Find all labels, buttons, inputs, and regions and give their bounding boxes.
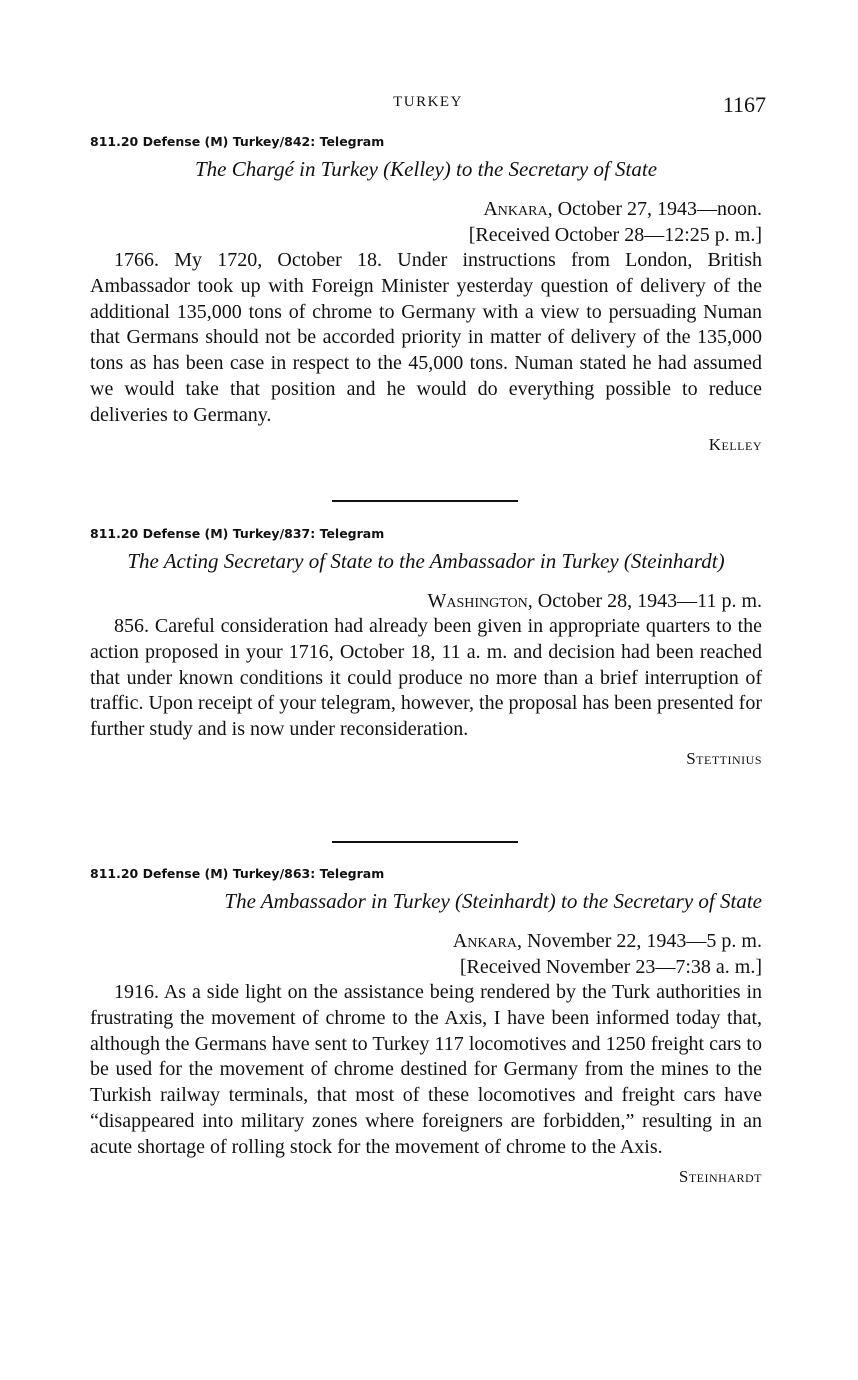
running-head-title: TURKEY xyxy=(393,94,463,110)
running-head xyxy=(90,92,766,122)
dateline xyxy=(90,588,762,614)
telegram-body: 856. Careful consideration had already been given in appropriate quarters to the action proposed in your 1716, October 18, 11 a. m. and decision had been reached that under known conditions it could produce no more than a brief interruption of traffic. Upon receipt of your telegram, however, the proposal has been presented for further study and is now under reconsideration. xyxy=(90,615,762,741)
file-reference: 811.20 Defense (M) Turkey/863: Telegram xyxy=(90,866,385,881)
dateline-date: , November 22, 1943—5 p. m. xyxy=(517,930,762,952)
received-line: [Received October 28—12:25 p. m.] xyxy=(468,224,762,246)
telegram-body: 1916. As a side light on the assistance being rendered by the Turk authorities in frustrating the movement of chrome to the Axis, I have been informed today that, although the Germans have sent to Turkey 117 locomotives and 1250 freight cars to be used for the movement of chrome destined for Germany from the mines to the Turkish railway terminals, that most of these locomotives and freight cars have “disappeared into military zones where foreigners are forbidden,” resulting in an acute shortage of rolling stock for the movement of chrome to the Axis. xyxy=(90,981,762,1158)
telegram-body: 1766. My 1720, October 18. Under instructions from London, British Ambassador took up with Foreign Minister yesterday question of delivery of the additional 135,000 tons of chrome to Germany with a view to persuading Numan that Germans should not be accorded priority in matter of delivery of the 135,000 tons as has been case in respect to the 45,000 tons. Numan stated he had assumed we would take that position and he would do everything possible to reduce deliveries to Germany. xyxy=(90,249,762,426)
dateline-place: Washington xyxy=(427,590,528,612)
document-heading: The Acting Secretary of State to the Ambassador in Turkey (Steinhardt) xyxy=(127,549,725,573)
file-reference: 811.20 Defense (M) Turkey/842: Telegram xyxy=(90,134,385,149)
telegram-document xyxy=(90,524,762,771)
section-divider xyxy=(332,841,518,843)
signature: Steinhardt xyxy=(678,1166,762,1186)
dateline xyxy=(90,928,762,954)
document-heading: The Ambassador in Turkey (Steinhardt) to the Secretary of State xyxy=(224,889,762,913)
signature: Kelley xyxy=(708,434,762,454)
dateline xyxy=(90,196,762,222)
section-divider xyxy=(332,500,518,502)
telegram-document xyxy=(90,132,762,457)
signature: Stettinius xyxy=(686,748,762,768)
telegram-document xyxy=(90,864,762,1189)
dateline-date: , October 28, 1943—11 p. m. xyxy=(527,590,762,612)
dateline-place: Ankara xyxy=(452,930,518,952)
document-heading: The Chargé in Turkey (Kelley) to the Secretary of State xyxy=(194,157,658,181)
page-number: 1167 xyxy=(722,92,766,117)
dateline-date: , October 27, 1943—noon. xyxy=(547,198,762,220)
file-reference: 811.20 Defense (M) Turkey/837: Telegram xyxy=(90,526,385,541)
received-line: [Received November 23—7:38 a. m.] xyxy=(459,956,762,978)
dateline-place: Ankara xyxy=(483,198,548,220)
